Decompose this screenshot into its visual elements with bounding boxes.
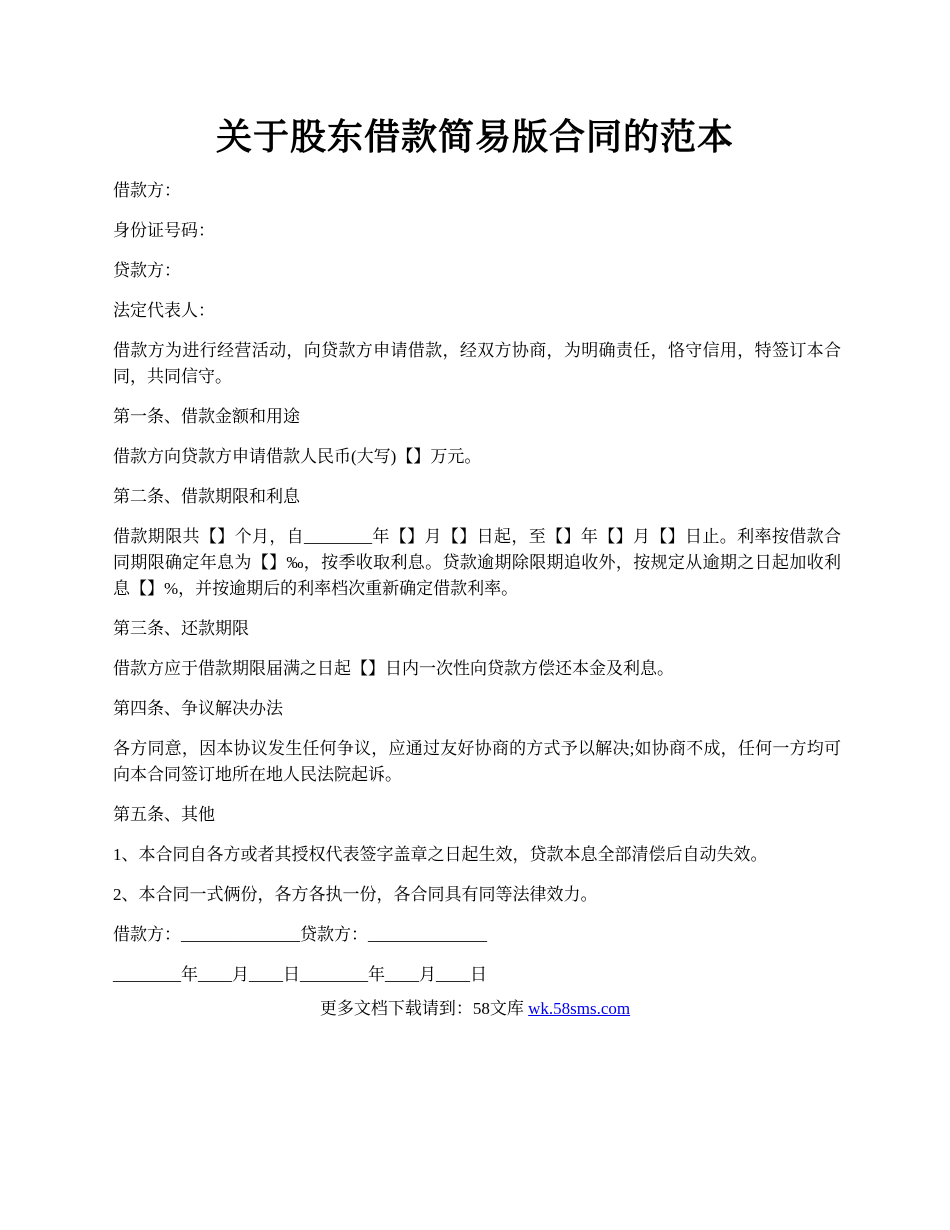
article-3-body: 借款方应于借款期限届满之日起【】日内一次性向贷款方偿还本金及利息。 xyxy=(113,659,674,678)
lender-line: 贷款方： xyxy=(113,261,181,280)
article-5-item-1: 1、本合同自各方或者其授权代表签字盖章之日起生效，贷款本息全部清偿后自动失效。 xyxy=(113,845,768,864)
article-1-heading: 第一条、借款金额和用途 xyxy=(113,407,300,426)
article-4-heading: 第四条、争议解决办法 xyxy=(113,699,283,718)
legal-representative-line: 法定代表人： xyxy=(113,301,215,320)
article-4-body: 各方同意，因本协议发生任何争议，应通过友好协商的方式予以解决;如协商不成，任何一方均可向本合同签订地所在地人民法院起诉。 xyxy=(113,739,841,784)
article-3-heading: 第三条、还款期限 xyxy=(113,619,249,638)
document-title: 关于股东借款简易版合同的范本 xyxy=(215,117,734,157)
preamble-paragraph: 借款方为进行经营活动，向贷款方申请借款，经双方协商，为明确责任，恪守信用，特签订本合同，共同信守。 xyxy=(113,341,841,386)
article-2-body: 借款期限共【】个月，自________年【】月【】日起，至【】年【】月【】日止。利率按借款合同期限确定年息为【】‰，按季收取利息。贷款逾期除限期追收外，按规定从逾期之日起加收利息【】%，并按逾期后的利率档次重新确定借款利率。 xyxy=(113,527,841,598)
footer-text: 更多文档下载请到：58文库 xyxy=(319,999,529,1018)
document-body xyxy=(113,178,841,1002)
footer-download-note xyxy=(0,996,950,1022)
article-5-item-2: 2、本合同一式俩份，各方各执一份，各合同具有同等法律效力。 xyxy=(113,885,598,904)
article-2-heading: 第二条、借款期限和利息 xyxy=(113,487,300,506)
date-line: ________年____月____日________年____月____日 xyxy=(113,965,487,984)
borrower-line: 借款方： xyxy=(113,181,181,200)
article-1-body: 借款方向贷款方申请借款人民币(大写)【】万元。 xyxy=(113,447,482,466)
id-number-line: 身份证号码： xyxy=(113,221,215,240)
article-5-heading: 第五条、其他 xyxy=(113,805,215,824)
signature-line: 借款方：______________贷款方：______________ xyxy=(113,925,487,944)
footer-link[interactable]: wk.58sms.com xyxy=(528,999,631,1018)
